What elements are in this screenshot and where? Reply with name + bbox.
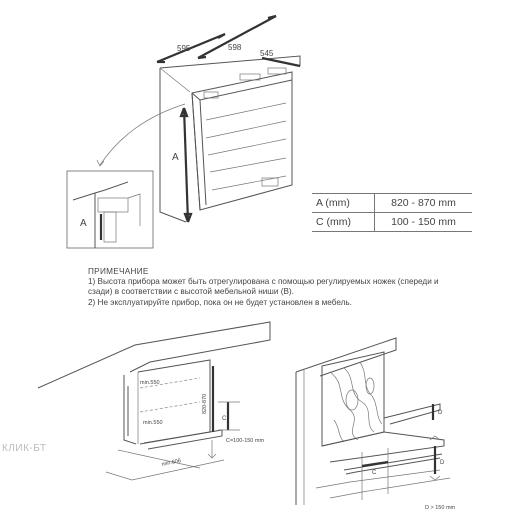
height-range: 820-870 [202,393,208,414]
watermark: КЛИК-БТ [2,443,47,454]
note-title: ПРИМЕЧАНИЕ [88,267,149,276]
note-line-3: 2) Не эксплуатируйте прибор, пока он не будет установлен в мебель. [88,297,352,307]
inset-detail [67,171,153,248]
min606: min.606 [161,458,182,468]
right-install-drawing [296,338,450,505]
note-line-1: 1) Высота прибора может быть отрегулирована с помощью регулируемых ножек (спереди и [88,277,439,287]
spec-table [312,193,472,232]
spec-value: 820 - 870 mm [375,194,473,213]
left-install-drawing [38,322,270,480]
c-range: C=100-150 mm [226,438,265,444]
dim-595: 595 [177,44,191,53]
d-note: D > 150 mm [425,505,456,511]
spec-key: A (mm) [312,194,375,213]
spec-value: 100 - 150 mm [375,213,473,232]
spec-key: C (mm) [312,213,375,232]
table-row [312,194,472,213]
dim-a-label: A [172,152,179,163]
min550-bottom: min.550 [143,420,163,426]
min550-top: min.550 [140,380,160,386]
table-row [312,213,472,232]
left-c-label: C [222,416,227,422]
inset-a-label: A [80,218,87,229]
right-c-label: C [372,470,377,476]
dim-545: 545 [260,49,274,58]
right-d-label-2: D [440,460,445,466]
note-block [88,267,488,308]
right-d-label-1: D [438,410,443,416]
note-line-2: сзади) в соответствии с высотой мебельной ниши (B). [88,287,294,297]
dim-598: 598 [228,43,242,52]
